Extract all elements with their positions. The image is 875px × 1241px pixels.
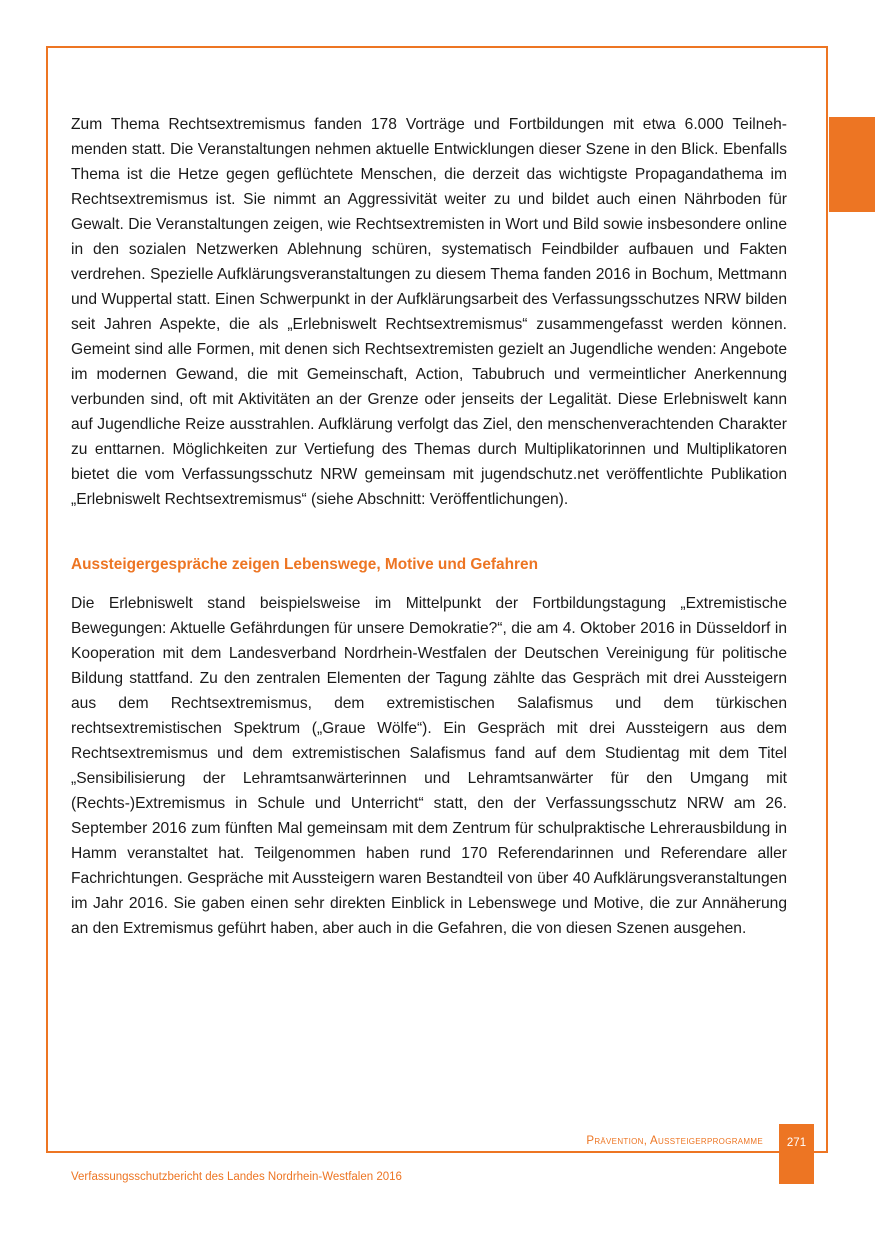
body-paragraph-2: Die Erlebniswelt stand beispielsweise im Mittelpunkt der Fortbildungstagung „Extremistische Bewegungen: Aktuelle Gefährdungen für unsere Demokratie?“, die am 4. Oktober 2016 in Düsseldorf in Kooperation mit dem Landesverband Nordrhein-Westfalen der Deutschen Vereinigung für politische Bildung stattfand. Zu den zentralen Elementen der Tagung zählte das Gespräch mit drei Aussteigern aus dem Rechtsextremismus, dem extremistischen Salafismus und dem türkischen rechtsextremistischen Spektrum („Graue Wölfe“). Ein Gespräch mit drei Aussteigern aus dem Rechtsextremismus und dem extremistischen Salafismus fand auf dem Studientag mit dem Titel „Sensibilisierung der Lehramtsanwärterinnen und Lehramtsanwärter für den Umgang mit (Rechts-)Extremismus in Schule und Unterricht“ statt, den der Verfassungsschutz NRW am 26. September 2016 zum fünften Mal gemeinsam mit dem Zentrum für schulpraktische Lehrerausbildung in Hamm veranstaltet hat. Teilgenommen haben rund 170 Referendarinnen und Referendare aller Fachrichtungen. Gespräche mit Aussteigern waren Bestandteil von über 40 Aufklärungsveranstaltungen im Jahr 2016. Sie gaben einen sehr direkten Einblick in Lebenswege und Motive, die zur Annäherung an den Extremismus geführt haben, aber auch in die Gefahren, die von diesen Szenen ausgehen.	[71, 595, 787, 937]
page-number: 271	[786, 1137, 807, 1149]
publication-title: Verfassungsschutzbericht des Landes Nordrhein-Westfalen 2016	[71, 1171, 402, 1183]
body-paragraph-1: Zum Thema Rechtsextremismus fanden 178 Vorträge und Fortbildungen mit etwa 6.000 Teilnehmenden statt. Die Veranstaltungen nehmen aktuelle Entwicklungen dieser Szene in den Blick. Ebenfalls Thema ist die Hetze gegen geflüchtete Menschen, die derzeit das wichtigste Propagandathema im Rechtsextremismus ist. Sie nimmt an Aggressivität weiter zu und bildet auch einen Nährboden für Gewalt. Die Veranstaltungen zeigen, wie Rechtsextremisten in Wort und Bild sowie insbesondere online in den sozialen Netzwerken Ablehnung schüren, systematisch Feindbilder aufbauen und Fakten verdrehen. Spezielle Aufklärungsveranstaltungen zu diesem Thema fanden 2016 in Bochum, Mettmann und Wuppertal statt. Einen Schwerpunkt in der Aufklärungsarbeit des Verfassungsschutzes NRW bilden seit Jahren Aspekte, die als „Erlebniswelt Rechtsextremismus“ zusammengefasst werden können. Gemeint sind alle Formen, mit denen sich Rechtsextremisten gezielt an Jugendliche wenden: Angebote im modernen Gewand, die mit Gemeinschaft, Action, Tabubruch und vermeintlicher Anerkennung verbunden sind, oft mit Aktivitäten an der Grenze oder jenseits der Legalität. Diese Erlebniswelt kann auf Jugendliche Reize ausstrahlen. Aufklärung verfolgt das Ziel, den menschenverachtenden Charakter zu enttarnen. Möglichkeiten zur Vertiefung des Themas durch Multiplikatorinnen und Multiplikatoren bietet die vom Verfassungsschutz NRW gemeinsam mit jugendschutz.net veröffentlichte Publikation „Erlebniswelt Rechtsextremismus“ (siehe Abschnitt: Veröffentlichungen).	[71, 116, 787, 508]
section-heading: Aussteigergespräche zeigen Lebenswege, Motive und Gefahren	[71, 556, 538, 573]
main-content	[71, 112, 787, 941]
page-number-box	[779, 1124, 814, 1184]
chapter-tab-marker	[829, 117, 875, 212]
running-head: Prävention, Aussteigerprogramme	[586, 1135, 763, 1147]
